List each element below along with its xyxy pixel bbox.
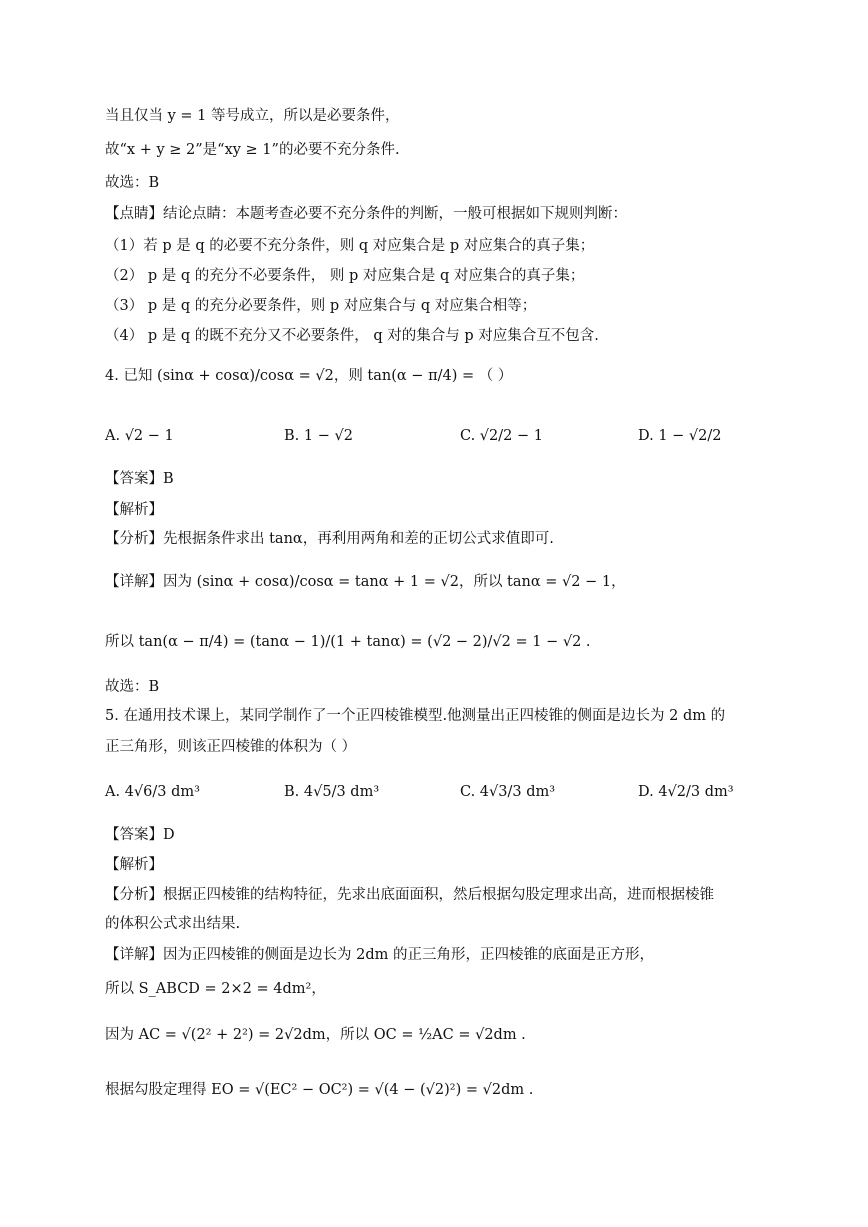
q5-answer: 【答案】D [105,827,175,843]
text-line: 故选：B [105,175,160,191]
q4-detail-1: 【详解】因为 (sinα + cosα)/cosα = tanα + 1 = √2，所以 tanα = √2 − 1， [105,574,626,590]
q5-detail-1: 【详解】因为正四棱锥的侧面是边长为 2dm 的正三角形，正四棱锥的底面是正方形， [105,947,654,963]
q5-option-a: A. 4√6/3 dm³ [105,784,200,800]
rule-item: （4） p 是 q 的既不充分又不必要条件， q 对的集合与 p 对应集合互不包含. [105,328,599,344]
rule-item: （2） p 是 q 的充分不必要条件， 则 p 对应集合是 q 对应集合的真子集； [105,268,585,284]
q5-option-c: C. 4√3/3 dm³ [460,784,556,800]
q4-answer: 【答案】B [105,471,174,487]
q4-option-c: C. √2/2 − 1 [460,428,543,444]
q4-option-a: A. √2 − 1 [105,428,174,444]
q4-detail-2: 所以 tan(α − π/4) = (tanα − 1)/(1 + tanα) = (√2 − 2)/√2 = 1 − √2 . [105,634,591,650]
text-line: 当且仅当 y = 1 等号成立，所以是必要条件， [105,108,400,124]
question-4-stem: 4. 已知 (sinα + cosα)/cosα = √2，则 tan(α − π/4) = （ ） [105,368,513,384]
rule-item: （1）若 p 是 q 的必要不充分条件，则 q 对应集合是 p 对应集合的真子集； [105,238,595,254]
q5-detail-2: 所以 S_ABCD = 2×2 = 4dm²， [105,981,326,997]
q4-option-d: D. 1 − √2/2 [638,428,722,444]
q5-option-d: D. 4√2/3 dm³ [638,784,734,800]
rule-item: （3） p 是 q 的充分必要条件，则 p 对应集合与 q 对应集合相等； [105,298,537,314]
q5-detail-4: 根据勾股定理得 EO = √(EC² − OC²) = √(4 − (√2)²) = √2dm . [105,1082,534,1098]
q5-detail-3: 因为 AC = √(2² + 2²) = 2√2dm，所以 OC = ½AC = √2dm . [105,1027,526,1043]
q4-choose: 故选：B [105,679,160,695]
q4-analysis: 【分析】先根据条件求出 tanα，再利用两角和差的正切公式求值即可. [105,531,554,547]
question-5-stem-2: 正三角形，则该正四棱锥的体积为（ ） [105,739,357,755]
q5-jiexi-heading: 【解析】 [105,857,163,873]
q4-option-b: B. 1 − √2 [284,428,353,444]
question-5-stem-1: 5. 在通用技术课上，某同学制作了一个正四棱锥模型.他测量出正四棱锥的侧面是边长为 2 dm 的 [105,708,726,724]
q5-analysis-1: 【分析】根据正四棱锥的结构特征，先求出底面面积，然后根据勾股定理求出高，进而根据棱锥 [105,887,714,903]
text-line: 故“x + y ≥ 2”是“xy ≥ 1”的必要不充分条件. [105,142,400,158]
text-line: 【点睛】结论点睛：本题考查必要不充分条件的判断，一般可根据如下规则判断： [105,206,627,222]
q5-option-b: B. 4√5/3 dm³ [284,784,380,800]
q4-jiexi-heading: 【解析】 [105,502,163,518]
q5-analysis-2: 的体积公式求出结果. [105,916,241,932]
